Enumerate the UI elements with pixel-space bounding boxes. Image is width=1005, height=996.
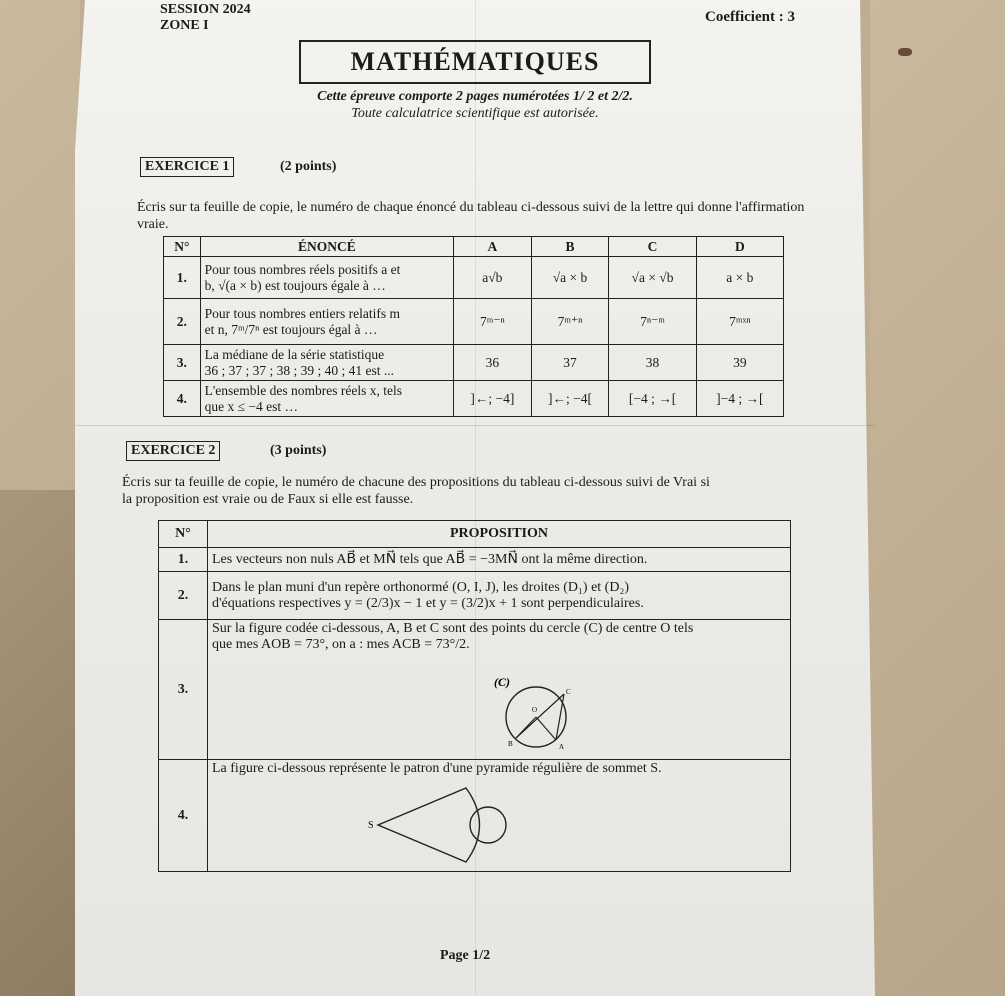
col-header-b: B	[531, 237, 609, 257]
statement-line: L'ensemble des nombres réels x, tels	[204, 382, 402, 398]
exercise-1-label: EXERCICE 1	[140, 157, 234, 177]
statement-line: Pour tous nombres réels positifs a et	[204, 261, 401, 277]
segment	[516, 694, 564, 738]
col-header-c: C	[609, 237, 696, 257]
choice-d: 7ᵐˣⁿ	[696, 299, 783, 345]
exercise-1-instruction: Écris sur ta feuille de copie, le numéro de chaque énoncé du tableau ci-dessous suivi de la lettre qui donne l'affirmation vraie.	[137, 200, 805, 232]
floor-tile	[870, 0, 1005, 996]
floor-tile	[0, 490, 80, 996]
row-number: 4.	[164, 381, 201, 417]
choice-a: 36	[454, 345, 532, 381]
row-statement	[200, 299, 453, 345]
row-number: 3.	[159, 620, 208, 760]
exercise-2-table	[158, 520, 791, 872]
proposition-line: Dans le plan muni d'un repère orthonormé (O, I, J), les droites (D₁) et (D₂)	[212, 579, 629, 595]
base-circle	[470, 807, 506, 843]
choice-b: √a × b	[531, 257, 609, 299]
col-header-statement: ÉNONCÉ	[200, 237, 453, 257]
session-label: SESSION 2024	[160, 2, 251, 17]
row-number: 3.	[164, 345, 201, 381]
proposition-text: Les vecteurs non nuls AB⃗ et MN⃗ tels que AB⃗ = −3MN⃗ ont la même direction.	[208, 548, 791, 572]
statement-line: 36 ; 37 ; 37 ; 38 ; 39 ; 40 ; 41 est ...	[204, 362, 394, 378]
zone-label: ZONE I	[160, 18, 209, 33]
row-statement	[200, 345, 453, 381]
row-statement	[200, 257, 453, 299]
table-row	[164, 345, 784, 381]
point-a-label: A	[559, 743, 565, 751]
statement-line: Pour tous nombres entiers relatifs m	[204, 305, 400, 321]
choice-c: [−4 ; →[	[609, 381, 696, 417]
statement-line: et n, 7ᵐ/7ⁿ est toujours égal à …	[204, 321, 378, 337]
row-number: 2.	[164, 299, 201, 345]
statement-line: b, √(a × b) est toujours égale à …	[204, 277, 386, 293]
page-title: MATHÉMATIQUES	[299, 40, 651, 84]
choice-b: 37	[531, 345, 609, 381]
segment	[536, 717, 556, 740]
col-header-number: N°	[159, 521, 208, 548]
exercise-1-table	[163, 236, 784, 417]
row-number: 4.	[159, 760, 208, 872]
exercise-2-points: (3 points)	[270, 443, 327, 458]
row-number: 1.	[164, 257, 201, 299]
choice-b: ]←; −4[	[531, 381, 609, 417]
statement-line: que x ≤ −4 est …	[204, 398, 298, 414]
row-number: 2.	[159, 572, 208, 620]
calculator-note: Toute calculatrice scientifique est autorisée.	[351, 106, 599, 121]
choice-a: ]←; −4]	[454, 381, 532, 417]
circle-label: (C)	[494, 675, 510, 689]
choice-c: √a × √b	[609, 257, 696, 299]
lateral-sector	[378, 788, 480, 862]
choice-b: 7ᵐ⁺ⁿ	[531, 299, 609, 345]
choice-d: 39	[696, 345, 783, 381]
proposition-line: La figure ci-dessous représente le patron d'une pyramide régulière de sommet S.	[212, 761, 662, 776]
exercise-2-instruction: la proposition est vraie ou de Faux si elle est fausse.	[122, 492, 414, 507]
col-header-a: A	[454, 237, 532, 257]
proposition-text	[208, 572, 791, 620]
proposition-text	[208, 760, 791, 872]
exercise-1-points: (2 points)	[280, 159, 337, 174]
table-row	[159, 620, 791, 760]
choice-a: 7ᵐ⁻ⁿ	[454, 299, 532, 345]
pyramid-net-figure	[348, 780, 528, 870]
proposition-line: Sur la figure codée ci-dessous, A, B et C sont des points du cercle (C) de centre O tels	[212, 621, 694, 636]
row-statement	[200, 381, 453, 417]
statement-line: La médiane de la série statistique	[204, 346, 385, 362]
col-header-proposition: PROPOSITION	[208, 521, 791, 548]
proposition-text	[208, 620, 791, 760]
choice-c: 38	[609, 345, 696, 381]
pages-note: Cette épreuve comporte 2 pages numérotées 1/ 2 et 2/2.	[317, 89, 633, 104]
table-row	[159, 572, 791, 620]
col-header-number: N°	[164, 237, 201, 257]
point-c-label: C	[566, 688, 571, 696]
exercise-2-label: EXERCICE 2	[126, 441, 220, 461]
table-row	[159, 548, 791, 572]
choice-d: ]−4 ; →[	[696, 381, 783, 417]
page-number: Page 1/2	[440, 948, 491, 963]
coefficient-label: Coefficient : 3	[705, 9, 795, 25]
point-b-label: B	[508, 740, 513, 748]
col-header-d: D	[696, 237, 783, 257]
table-row	[164, 257, 784, 299]
table-row	[164, 381, 784, 417]
floor-stain	[898, 48, 912, 56]
choice-d: a × b	[696, 257, 783, 299]
point-o-label: O	[532, 706, 538, 714]
vertex-s-label: S	[368, 820, 374, 831]
table-row	[164, 299, 784, 345]
circle-figure	[458, 672, 588, 752]
table-row	[159, 760, 791, 872]
proposition-line: que mes AOB = 73°, on a : mes ACB = 73°/2.	[212, 637, 470, 652]
exercise-2-instruction: Écris sur ta feuille de copie, le numéro de chacune des propositions du tableau ci-dessous suivi de Vrai si	[122, 475, 710, 490]
row-number: 1.	[159, 548, 208, 572]
proposition-line: d'équations respectives y = (2/3)x − 1 et y = (3/2)x + 1 sont perpendiculaires.	[212, 595, 644, 611]
choice-c: 7ⁿ⁻ᵐ	[609, 299, 696, 345]
choice-a: a√b	[454, 257, 532, 299]
